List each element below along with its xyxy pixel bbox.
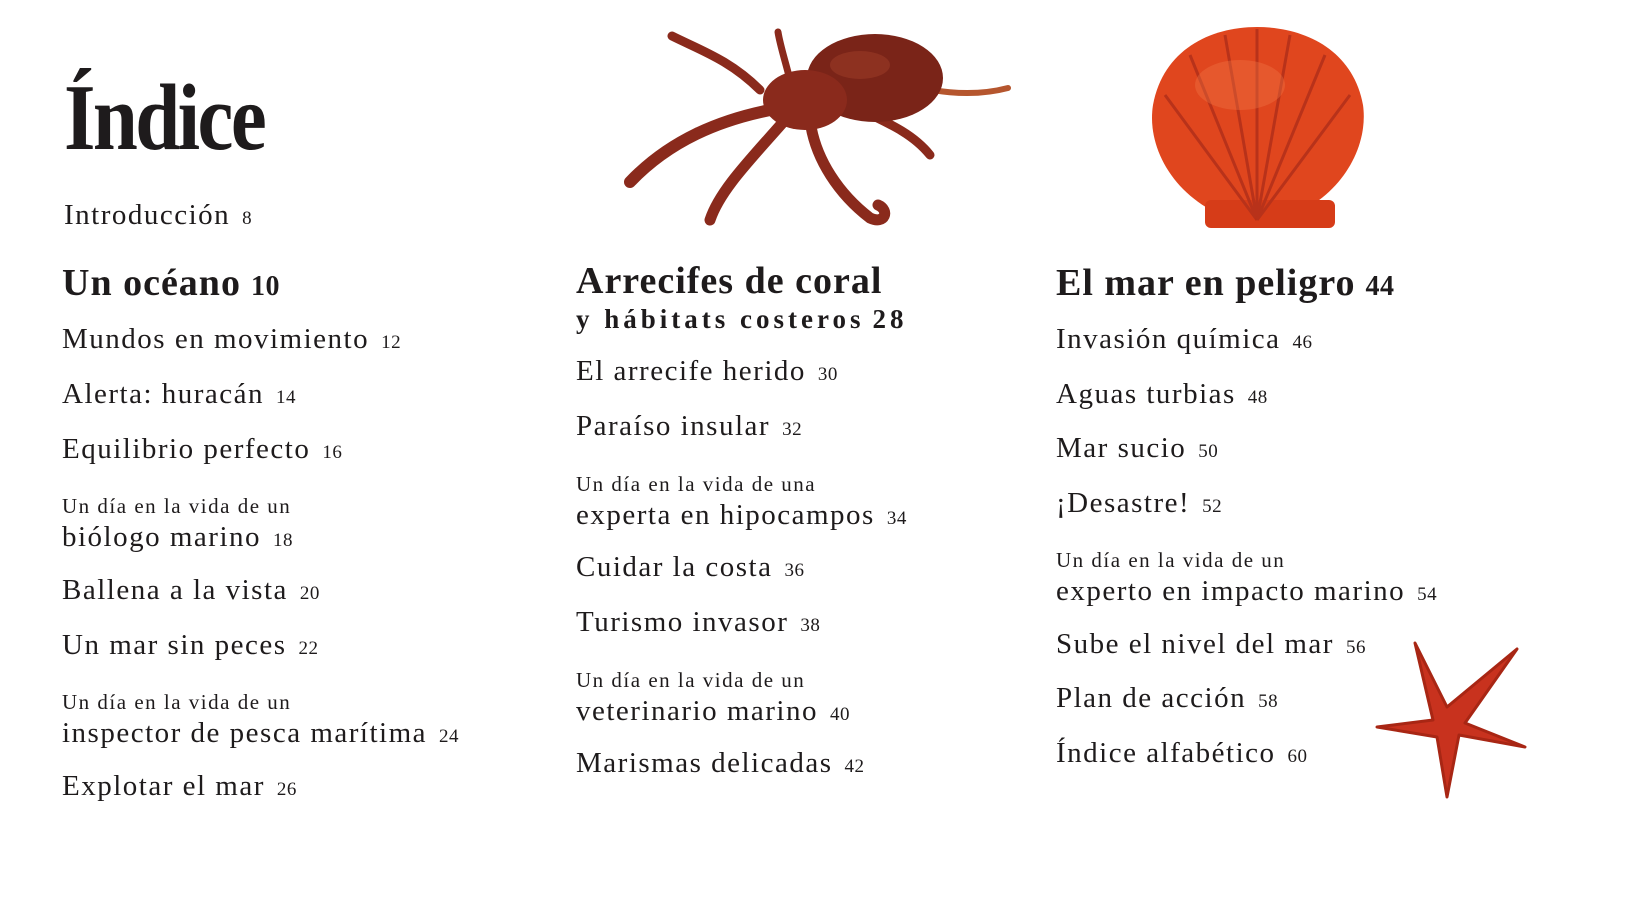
- section-heading-un-oceano[interactable]: [62, 264, 280, 302]
- toc-prefix: Un día en la vida de un: [1056, 548, 1286, 572]
- toc-label: Marismas delicadas: [576, 747, 833, 779]
- toc-item[interactable]: [1056, 434, 1218, 463]
- toc-page: 52: [1202, 496, 1223, 517]
- toc-item[interactable]: [1056, 577, 1437, 606]
- toc-label: Mundos en movimiento: [62, 323, 370, 355]
- toc-page: 54: [1417, 584, 1438, 605]
- toc-page: 40: [830, 704, 850, 725]
- toc-page: 32: [782, 419, 803, 440]
- toc-page: 18: [273, 530, 294, 551]
- section-label: Arrecifes de coral: [576, 260, 883, 302]
- toc-prefix: Un día en la vida de un: [62, 690, 292, 714]
- toc-page: 12: [381, 332, 402, 353]
- scallop-shell-image: [1145, 25, 1370, 230]
- toc-page: 24: [439, 726, 460, 747]
- toc-label: Alerta: huracán: [62, 378, 265, 410]
- toc-label: inspector de pesca marítima: [62, 717, 428, 749]
- section-page: 44: [1365, 271, 1395, 302]
- toc-label: Equilibrio perfecto: [62, 433, 311, 465]
- starfish-body: [1377, 643, 1525, 797]
- toc-page: 20: [299, 583, 320, 604]
- toc-item[interactable]: [576, 412, 802, 441]
- toc-label: Sube el nivel del mar: [1056, 628, 1334, 660]
- toc-page: 16: [322, 442, 343, 463]
- toc-label: Aguas turbias: [1056, 378, 1236, 410]
- toc-label: veterinario marino: [576, 695, 818, 727]
- toc-page: 38: [800, 615, 821, 636]
- octopus-head: [763, 70, 847, 130]
- toc-item[interactable]: [1056, 380, 1268, 409]
- toc-item[interactable]: [1056, 739, 1308, 768]
- toc-page: 50: [1198, 441, 1219, 462]
- toc-item[interactable]: [1056, 489, 1222, 518]
- section-sublabel: y hábitats costeros: [576, 304, 865, 334]
- toc-prefix: Un día en la vida de una: [576, 472, 817, 496]
- toc-item[interactable]: [62, 576, 320, 605]
- toc-item[interactable]: [576, 501, 907, 530]
- toc-item[interactable]: [1056, 684, 1278, 713]
- toc-label: Invasión química: [1056, 323, 1281, 355]
- toc-label: ¡Desastre!: [1056, 487, 1191, 519]
- toc-label: Índice alfabético: [1056, 737, 1276, 769]
- section-page: 28: [872, 304, 908, 334]
- toc-item[interactable]: [576, 697, 850, 726]
- toc-page: 46: [1292, 332, 1313, 353]
- toc-label: Un mar sin peces: [62, 629, 287, 661]
- toc-page: 36: [784, 560, 805, 581]
- toc-item[interactable]: [576, 553, 804, 582]
- toc-item[interactable]: [62, 380, 296, 409]
- section-label: Un océano: [62, 262, 241, 304]
- toc-page: 26: [276, 779, 297, 800]
- toc-label: Mar sucio: [1056, 432, 1187, 464]
- toc-prefix: Un día en la vida de un: [576, 668, 806, 692]
- section-subheading[interactable]: [576, 306, 908, 333]
- toc-page: 42: [844, 756, 865, 777]
- toc-label: Turismo invasor: [576, 606, 789, 638]
- toc-prefix: Un día en la vida de un: [62, 494, 292, 518]
- toc-label: El arrecife herido: [576, 355, 806, 387]
- toc-item[interactable]: [62, 523, 293, 552]
- toc-page: 22: [298, 638, 319, 659]
- toc-page: 48: [1247, 387, 1268, 408]
- section-heading-arrecifes[interactable]: [576, 262, 882, 300]
- toc-label: Ballena a la vista: [62, 574, 288, 606]
- toc-item[interactable]: [62, 435, 342, 464]
- toc-label: Introducción: [64, 199, 231, 231]
- toc-page: 56: [1345, 637, 1366, 658]
- octopus-image: [610, 20, 1020, 235]
- toc-intro[interactable]: [64, 201, 252, 230]
- toc-page: 14: [276, 387, 297, 408]
- toc-item[interactable]: [62, 631, 319, 660]
- toc-item[interactable]: [576, 749, 865, 778]
- toc-page: 60: [1287, 746, 1308, 767]
- toc-item[interactable]: [1056, 325, 1313, 354]
- toc-item[interactable]: [1056, 630, 1366, 659]
- toc-page: 34: [886, 508, 907, 529]
- toc-item[interactable]: [62, 325, 401, 354]
- toc-label: experta en hipocampos: [576, 499, 875, 531]
- toc-page: 30: [817, 364, 838, 385]
- toc-label: Explotar el mar: [62, 770, 265, 802]
- toc-page: 58: [1258, 691, 1279, 712]
- toc-item[interactable]: [62, 719, 459, 748]
- page-title: Índice: [64, 66, 265, 170]
- section-heading-el-mar-en-peligro[interactable]: [1056, 264, 1395, 302]
- toc-item[interactable]: [576, 608, 820, 637]
- toc-item[interactable]: [62, 772, 297, 801]
- toc-label: experto en impacto marino: [1056, 575, 1406, 607]
- starfish-image: [1375, 635, 1530, 805]
- toc-label: Paraíso insular: [576, 410, 771, 442]
- toc-label: Cuidar la costa: [576, 551, 773, 583]
- toc-label: biólogo marino: [62, 521, 262, 553]
- section-label: El mar en peligro: [1056, 262, 1356, 304]
- toc-label: Plan de acción: [1056, 682, 1247, 714]
- toc-page: 8: [242, 208, 253, 229]
- section-page: 10: [250, 271, 280, 302]
- toc-item[interactable]: [576, 357, 838, 386]
